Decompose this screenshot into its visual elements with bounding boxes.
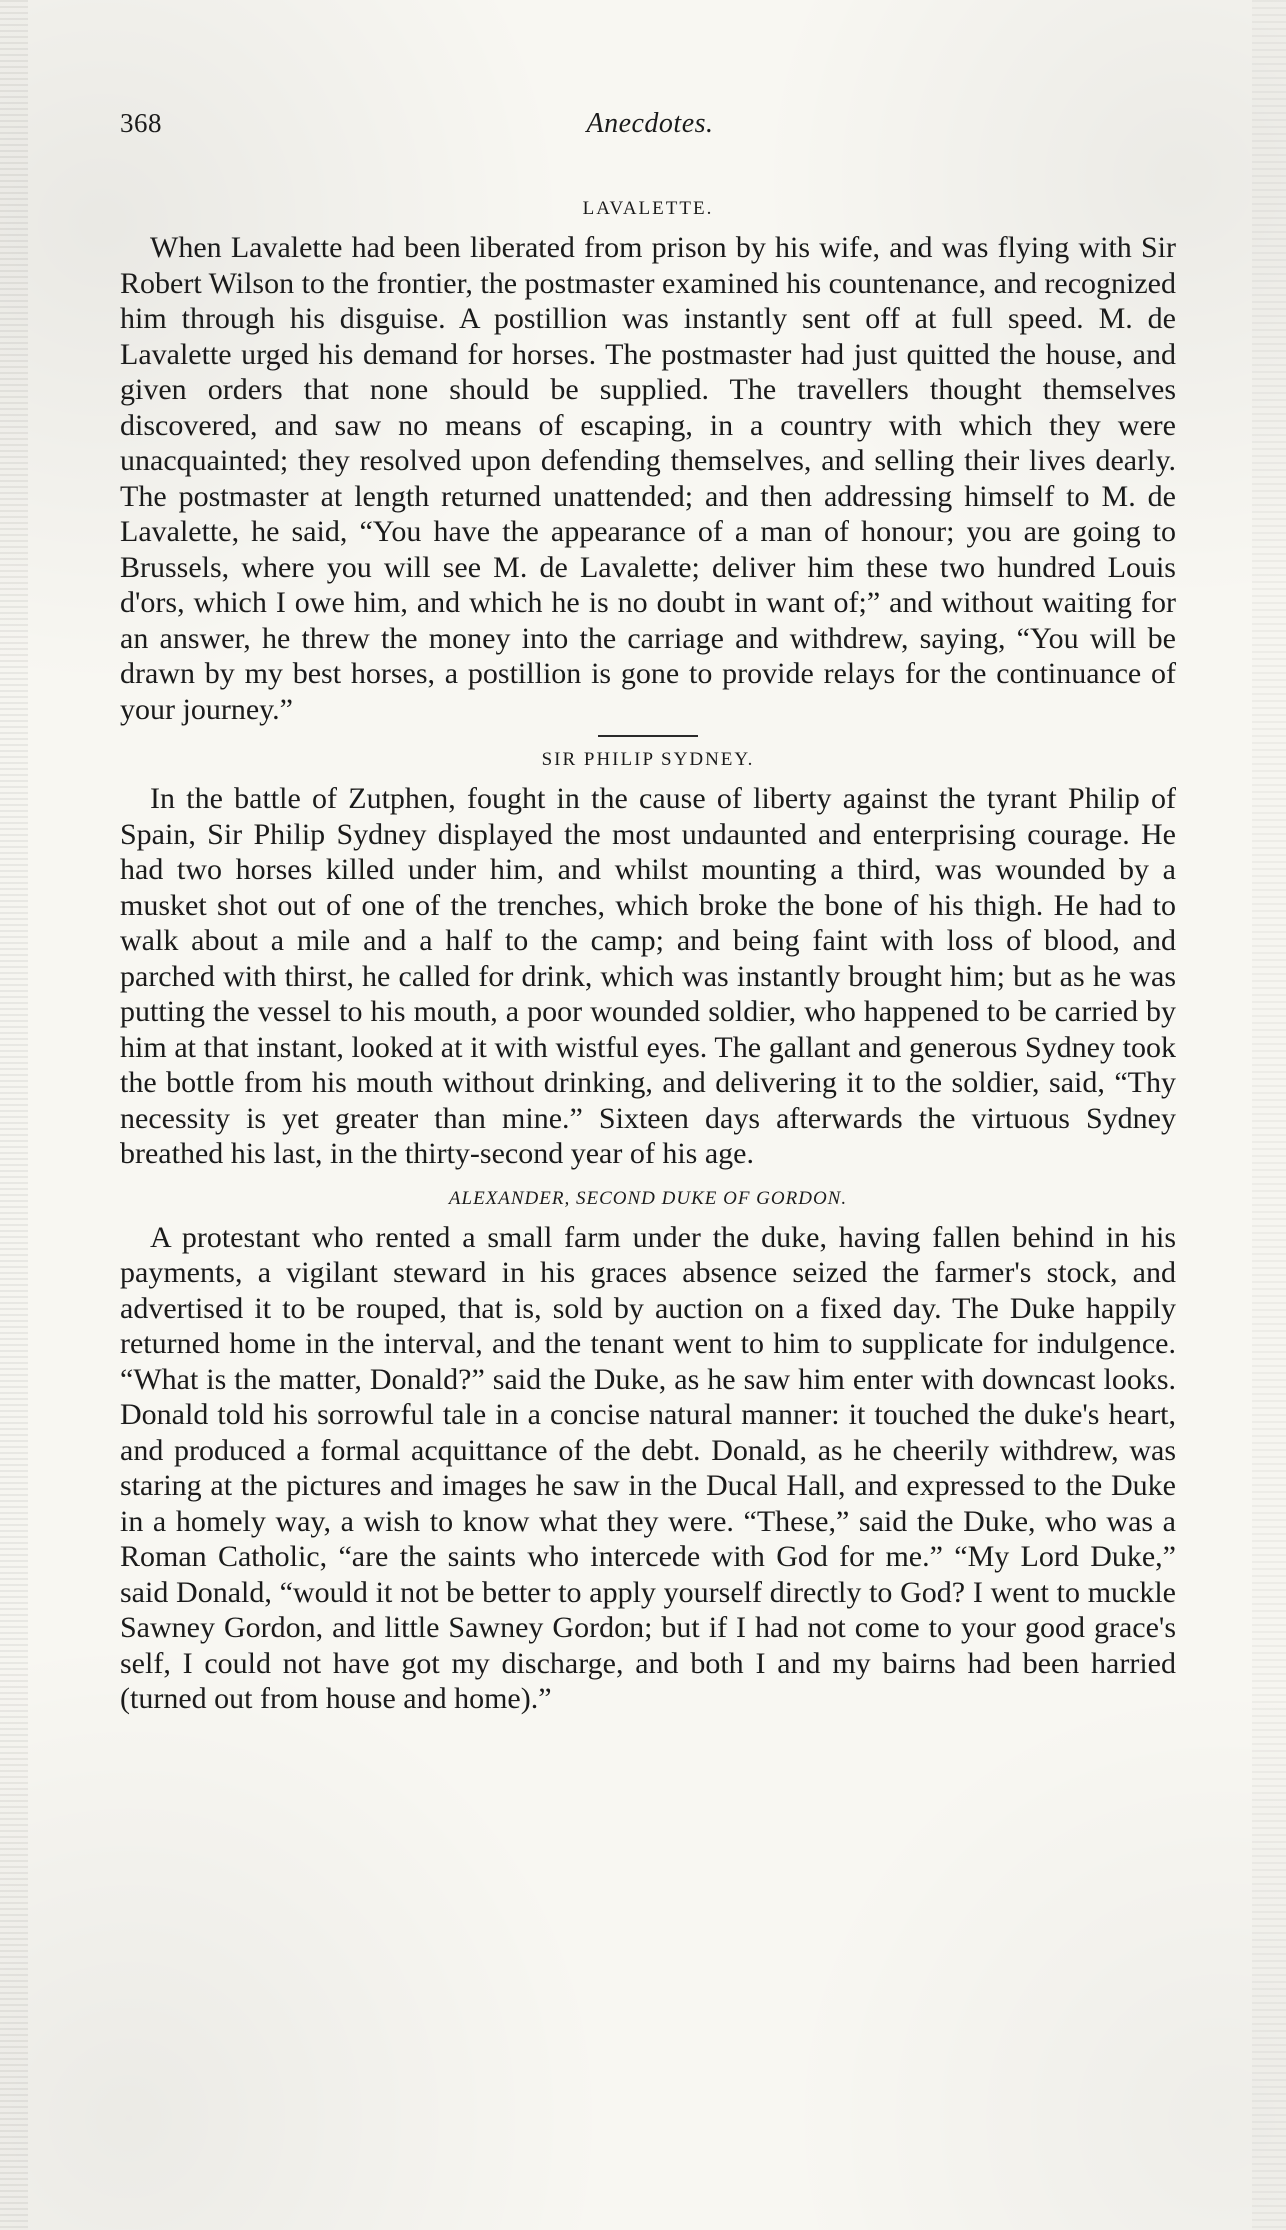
section-sir-philip-sydney bbox=[120, 749, 1176, 1172]
page-number: 368 bbox=[120, 108, 162, 138]
paragraph-lavalette: When Lavalette had been liberated from prison by his wife, and was flying with Sir Robert Wilson to the frontier, the postmaster examined his countenance, and recognized him through his disguise. A postillion was instantly sent off at full speed. M. de Lavalette urged his demand for horses. The postmaster had just quitted the house, and given orders that none should be supplied. The travellers thought themselves discovered, and saw no means of escaping, in a country with which they were unacquainted; they resolved upon defending themselves, and selling their lives dearly. The postmaster at length returned unattended; and then addressing himself to M. de Lavalette, he said, “You have the appearance of a man of honour; you are going to Brussels, where you will see M. de Lavalette; deliver him these two hundred Louis d'ors, which I owe him, and which he is no doubt in want of;” and without waiting for an answer, he threw the money into the carriage and withdrew, saying, “You will be drawn by my best horses, a postillion is gone to provide relays for the continuance of your journey.” bbox=[120, 231, 1176, 726]
paragraph-sir-philip-sydney: In the battle of Zutphen, fought in the cause of liberty against the tyrant Philip of Spain, Sir Philip Sydney displayed the most undaunted and enterprising courage. He had two horses killed under him, and whilst mounting a third, was wounded by a musket shot out of one of the trenches, which broke the bone of his thigh. He had to walk about a mile and a half to the camp; and being faint with loss of blood, and parched with thirst, he called for drink, which was instantly brought him; but as he was putting the vessel to his mouth, a poor wounded soldier, who happened to be carried by him at that instant, looked at it with wistful eyes. The gallant and generous Sydney took the bottle from his mouth without drinking, and delivering it to the soldier, said, “Thy necessity is yet greater than mine.” Sixteen days afterwards the virtuous Sydney breathed his last, in the thirty-second year of his age. bbox=[120, 782, 1176, 1170]
running-title: Anecdotes. bbox=[586, 108, 714, 139]
section-title-sir-philip-sydney: SIR PHILIP SYDNEY. bbox=[541, 749, 755, 770]
section-duke-of-gordon bbox=[120, 1188, 1176, 1717]
page-right-edge-shadow bbox=[1252, 0, 1286, 2230]
page-content bbox=[120, 198, 1176, 1717]
section-divider bbox=[598, 735, 698, 737]
paragraph-duke-of-gordon: A protestant who rented a small farm under the duke, having fallen behind in his payments, a vigilant steward in his graces absence seized the farmer's stock, and advertised it to be rouped, that is, sold by auction on a fixed day. The Duke happily returned home in the interval, and the tenant went to him to supplicate for indulgence. “What is the matter, Donald?” said the Duke, as he saw him enter with downcast looks. Donald told his sorrowful tale in a concise natural manner: it touched the duke's heart, and produced a formal acquittance of the debt. Donald, as he cheerily withdrew, was staring at the pictures and images he saw in the Ducal Hall, and expressed to the Duke in a homely way, a wish to know what they were. “These,” said the Duke, who was a Roman Catholic, “are the saints who intercede with God for me.” “My Lord Duke,” said Donald, “would it not be better to apply yourself directly to God? I went to muckle Sawney Gordon, and little Sawney Gordon; but if I had not come to your good grace's self, I could not have got my discharge, and both I and my bairns had been harried (turned out from house and home).” bbox=[120, 1220, 1176, 1715]
section-title-lavalette: LAVALETTE. bbox=[582, 198, 714, 219]
section-lavalette bbox=[120, 198, 1176, 727]
section-title-duke-of-gordon: ALEXANDER, SECOND DUKE OF GORDON. bbox=[448, 1187, 848, 1209]
page-left-edge-shadow bbox=[0, 0, 28, 2230]
page-header bbox=[120, 108, 1180, 148]
section-spacing bbox=[120, 1172, 1176, 1188]
